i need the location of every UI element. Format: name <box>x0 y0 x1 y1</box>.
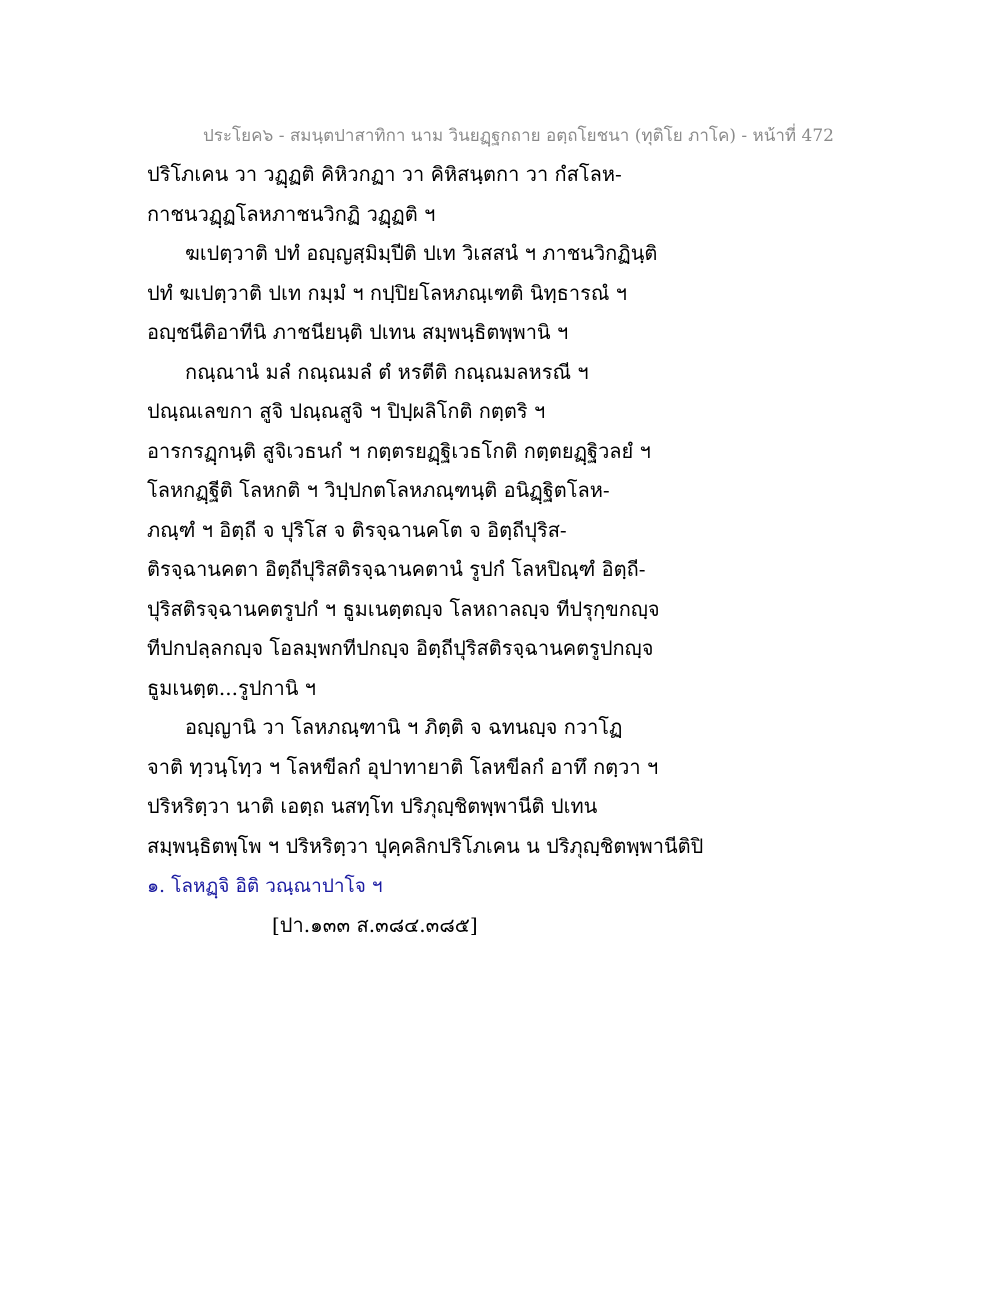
text-line: อญฺญานิ วา โลหภณฺฑานิ ฯ ภิตฺติ จ ฉทนญฺจ กวาโฏ <box>185 715 623 739</box>
text-line: อญฺชนีติอาทีนิ ภาชนียนฺติ ปเทน สมฺพนฺธิตพฺพานิ ฯ <box>147 320 569 344</box>
text-line: ปริหริตฺวา นาติ เอตฺถ นสทฺโท ปริภุญฺชิตพฺพานีติ ปเทน <box>147 794 598 818</box>
text-line: ทีปกปลฺลกญฺจ โอลมฺพกทีปกญฺจ อิตฺถีปุริสติรจฺฉานคตรูปกญฺจ <box>147 636 654 660</box>
text-line: ธูมเนตฺต...รูปกานิ ฯ <box>147 675 316 700</box>
text-line: ติรจฺฉานคตา อิตฺถีปุริสติรจฺฉานคตานํ รูปกํ โลหปิณฺฑํ อิตฺถี- <box>147 557 646 581</box>
footnote: ๑. โลหฏฺจิ อิติ วณฺณาปาโจ ฯ <box>147 875 383 897</box>
page-reference: [ปา.๑๓๓ ส.๓๘๔.๓๘๕] <box>272 913 478 937</box>
text-line: ปทํ ฆเปตฺวาติ ปเท กมฺมํ ฯ กปฺปิยโลหภณฺเฑติ นิทฺธารณํ ฯ <box>147 280 627 305</box>
text-line: ฆเปตฺวาติ ปทํ อญฺญสฺมิมฺปีติ ปเท วิเสสนํ ฯ ภาชนวิกฏินฺติ <box>185 241 658 265</box>
text-line: กณฺณานํ มลํ กณฺณมลํ ตํ หรตีติ กณฺณมลหรณี ฯ <box>185 359 589 384</box>
text-line: สมฺพนฺธิตพฺโพ ฯ ปริหริตฺวา ปุคฺคลิกปริโภเคน น ปริภุญฺชิตพฺพานีติปิ <box>147 833 704 858</box>
text-line: ภณฺฑํ ฯ อิตฺถี จ ปุริโส จ ติรจฺฉานคโต จ อิตฺถีปุริส- <box>147 517 567 542</box>
text-line: โลหกฏฺฐีติ โลหกติ ฯ วิปฺปกตโลหภณฺฑนฺติ อนิฏฺฐิตโลห- <box>147 478 610 502</box>
text-line: ปริโภเคน วา วฏฺฏติ คิหิวกฏา วา คิหิสนฺตกา วา กํสโลห- <box>147 162 622 186</box>
text-line: ปุริสติรจฺฉานคตรูปกํ ฯ ธูมเนตฺตญฺจ โลหถาลญฺจ ทีปรุกฺขกญฺจ <box>147 596 660 621</box>
body-text <box>147 155 707 866</box>
text-line: อารกรฏฺกนฺติ สูจิเวธนกํ ฯ กตฺตรยฏฺฐิเวธโกติ กตฺตยฏฺฐิวลยํ ฯ <box>147 438 651 463</box>
text-line: ปณฺณเลขกา สูจิ ปณฺณสูจิ ฯ ปิปฺผลิโกติ กตฺตริ ฯ <box>147 399 546 423</box>
text-line: จาติ ทฺวนฺโทฺว ฯ โลหขีลกํ อุปาทายาติ โลหขีลกํ อาทึ กตฺวา ฯ <box>147 754 659 779</box>
page-header: ประโยค๖ - สมนฺตปาสาทิกา นาม วินยฏฺฐกถาย อตฺถโยชนา (ทุติโย ภาโค) - หน้าที่ 472 <box>203 126 834 146</box>
text-line: กาชนวฏฺฏโลหภาชนวิกฏิ วฏฺฏติ ฯ <box>147 201 436 226</box>
